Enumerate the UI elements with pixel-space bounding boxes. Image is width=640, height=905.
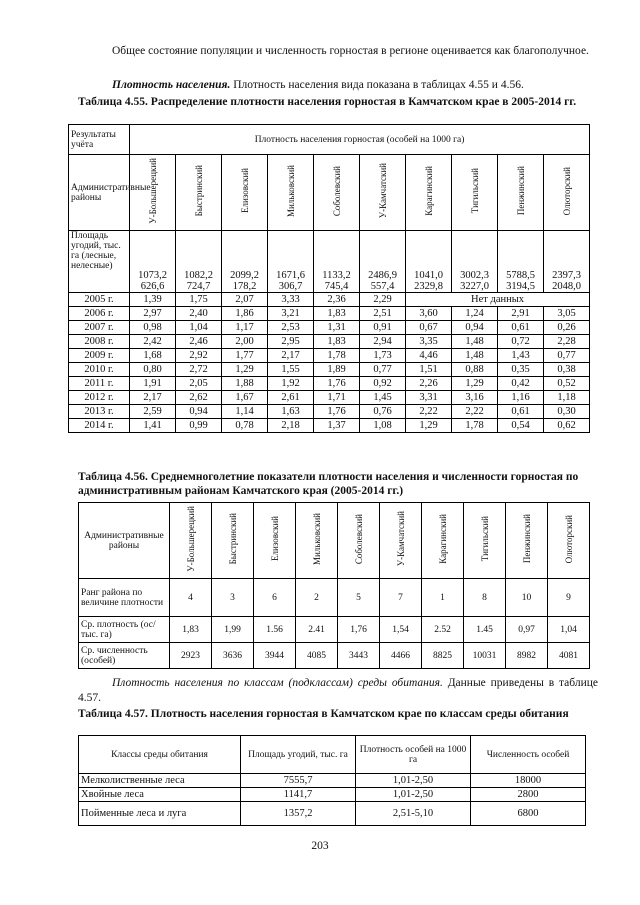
classes-text: Данные приведены в таблице 4.57.	[78, 677, 598, 704]
density-cell: 0,88	[452, 363, 498, 377]
table-456	[78, 502, 590, 669]
density-cell: 0,94	[452, 321, 498, 335]
density-cell: 2,29	[360, 293, 406, 307]
density-cell: 1,75	[176, 293, 222, 307]
district-name: Карагинский	[437, 514, 448, 564]
area-cell	[176, 231, 222, 293]
area-nonforest: 557,4	[370, 281, 395, 292]
density-cell: 1,63	[268, 405, 314, 419]
density-cell: 1,17	[222, 321, 268, 335]
area-cell	[452, 231, 498, 293]
district-name: Мильковский	[285, 164, 296, 218]
area-forest: 3002,3	[460, 270, 489, 281]
district-name: Соболевский	[353, 513, 364, 565]
value-cell: 3944	[254, 643, 296, 669]
value-cell: 8982	[506, 643, 548, 669]
area-forest: 5788,5	[506, 270, 535, 281]
area-nonforest: 626,6	[140, 281, 165, 292]
density-cell: 0,52	[544, 377, 590, 391]
area-forest: 1671,6	[276, 270, 305, 281]
density-cell: 1,51	[406, 363, 452, 377]
area-cell	[498, 231, 544, 293]
table-row	[79, 788, 586, 802]
table-row	[69, 363, 590, 377]
column-header: Площадь угодий, тыс. га	[241, 736, 356, 774]
density-cell: 1,01-2,50	[356, 788, 471, 802]
row-label: Ранг района по величине плотности	[79, 579, 170, 617]
table-456-caption: Таблица 4.56. Среднемноголетние показатели плотности населения и численности горностая по административным районам Камчатского края (2005-2014 гг.)	[78, 471, 579, 497]
area-forest: 1073,2	[138, 270, 167, 281]
district-name: Карагинский	[423, 166, 434, 216]
density-cell: 0,35	[498, 363, 544, 377]
density-cell: 0,94	[176, 405, 222, 419]
value-cell: 2	[296, 579, 338, 617]
value-cell: 3636	[212, 643, 254, 669]
area-cell: 1141,7	[241, 788, 356, 802]
intro-paragraph	[78, 44, 598, 59]
district-name: У-Камчатский	[377, 163, 388, 219]
table-row	[79, 643, 590, 669]
density-cell: 2,51-5,10	[356, 802, 471, 826]
district-header	[268, 155, 314, 231]
district-header	[222, 155, 268, 231]
district-header	[464, 503, 506, 579]
value-cell: 0,97	[506, 617, 548, 643]
value-cell: 2.52	[422, 617, 464, 643]
value-cell: 8825	[422, 643, 464, 669]
row-label: Ср. плотность (ос/тыс. га)	[79, 617, 170, 643]
density-cell: 1,08	[360, 419, 406, 433]
area-nonforest: 2048,0	[552, 281, 581, 292]
district-header	[254, 503, 296, 579]
area-nonforest: 3227,0	[460, 281, 489, 292]
density-cell: 3,35	[406, 335, 452, 349]
district-header	[296, 503, 338, 579]
table-row	[79, 617, 590, 643]
area-cell	[360, 231, 406, 293]
district-header	[170, 503, 212, 579]
value-cell: 6	[254, 579, 296, 617]
density-cell: 2,62	[176, 391, 222, 405]
district-name: У-Большерецкий	[185, 506, 196, 572]
density-cell: 1,29	[452, 377, 498, 391]
value-cell: 4466	[380, 643, 422, 669]
density-cell: 0,80	[130, 363, 176, 377]
district-header	[548, 503, 590, 579]
density-cell: 1,18	[544, 391, 590, 405]
district-header	[544, 155, 590, 231]
density-header: Плотность населения горностая (особей на 1000 га)	[130, 125, 590, 155]
density-cell: 2,94	[360, 335, 406, 349]
density-cell: 1,41	[130, 419, 176, 433]
density-cell: 2,97	[130, 307, 176, 321]
column-header: Плотность особей на 1000 га	[356, 736, 471, 774]
density-cell: 1,83	[314, 335, 360, 349]
column-header: Классы среды обитания	[79, 736, 241, 774]
area-cell	[544, 231, 590, 293]
value-cell: 10	[506, 579, 548, 617]
habitat-class: Мелколиственные леса	[79, 774, 241, 788]
density-cell: 0,62	[544, 419, 590, 433]
density-cell: 0,42	[498, 377, 544, 391]
table-row	[79, 579, 590, 617]
area-forest: 1082,2	[184, 270, 213, 281]
area-nonforest: 178,2	[232, 281, 257, 292]
district-name: Быстринский	[193, 165, 204, 217]
area-nonforest: 745,4	[324, 281, 349, 292]
value-cell: 1,99	[212, 617, 254, 643]
districts-label: Административные районы	[69, 155, 130, 231]
year-cell: 2007 г.	[69, 321, 130, 335]
district-name: Пенжинский	[515, 166, 526, 216]
density-cell: 0,72	[498, 335, 544, 349]
density-cell: 0,78	[222, 419, 268, 433]
table-row	[69, 405, 590, 419]
density-cell: 1,31	[314, 321, 360, 335]
value-cell: 1,76	[338, 617, 380, 643]
table-row	[69, 321, 590, 335]
count-cell: 2800	[471, 788, 586, 802]
year-cell: 2011 г.	[69, 377, 130, 391]
density-cell: 0,99	[176, 419, 222, 433]
density-cell: 2,92	[176, 349, 222, 363]
area-cell	[314, 231, 360, 293]
density-cell: 1,16	[498, 391, 544, 405]
district-name: Соболевский	[331, 165, 342, 217]
density-cell: 1,78	[314, 349, 360, 363]
district-header	[338, 503, 380, 579]
value-cell: 10031	[464, 643, 506, 669]
density-cell: 1,73	[360, 349, 406, 363]
table-row	[69, 307, 590, 321]
page-number: 203	[311, 840, 329, 852]
year-cell: 2013 г.	[69, 405, 130, 419]
habitat-class: Пойменные леса и луга	[79, 802, 241, 826]
density-cell: 2,17	[130, 391, 176, 405]
density-cell: 2,17	[268, 349, 314, 363]
district-name: У-Камчатский	[395, 511, 406, 567]
area-cell	[130, 231, 176, 293]
density-cell: 1,24	[452, 307, 498, 321]
density-cell: 2,28	[544, 335, 590, 349]
table-row	[69, 391, 590, 405]
density-cell: 2,36	[314, 293, 360, 307]
density-cell: 1,76	[314, 377, 360, 391]
district-header	[176, 155, 222, 231]
value-cell: 1,83	[170, 617, 212, 643]
area-cell	[268, 231, 314, 293]
table-row	[69, 335, 590, 349]
district-header	[406, 155, 452, 231]
row-label: Ср. численность (особей)	[79, 643, 170, 669]
density-cell: 1,89	[314, 363, 360, 377]
density-cell: 1,48	[452, 349, 498, 363]
area-forest: 2099,2	[230, 270, 259, 281]
area-cell	[406, 231, 452, 293]
districts-label: Административные районы	[79, 503, 170, 579]
density-cell: 1,92	[268, 377, 314, 391]
table-row	[69, 419, 590, 433]
district-header	[360, 155, 406, 231]
density-cell: 1,88	[222, 377, 268, 391]
density-cell: 2,00	[222, 335, 268, 349]
density-cell: 3,31	[406, 391, 452, 405]
density-cell: 2,95	[268, 335, 314, 349]
count-cell: 18000	[471, 774, 586, 788]
value-cell: 1.45	[464, 617, 506, 643]
density-cell: 0,77	[360, 363, 406, 377]
district-name: Мильковский	[311, 512, 322, 566]
density-cell: 2,05	[176, 377, 222, 391]
density-cell: 2,46	[176, 335, 222, 349]
density-cell: 1,67	[222, 391, 268, 405]
value-cell: 1	[422, 579, 464, 617]
district-name: Тигильский	[469, 168, 480, 214]
density-cell: 3,21	[268, 307, 314, 321]
year-cell: 2010 г.	[69, 363, 130, 377]
table-row	[69, 377, 590, 391]
density-cell: 2,40	[176, 307, 222, 321]
area-nonforest: 724,7	[186, 281, 211, 292]
value-cell: 1.56	[254, 617, 296, 643]
year-cell: 2008 г.	[69, 335, 130, 349]
density-cell: 0,76	[360, 405, 406, 419]
habitat-class: Хвойные леса	[79, 788, 241, 802]
district-name: Елизовский	[269, 516, 280, 562]
density-cell: 0,30	[544, 405, 590, 419]
district-name: Елизовский	[239, 168, 250, 214]
year-cell: 2005 г.	[69, 293, 130, 307]
year-cell: 2009 г.	[69, 349, 130, 363]
district-header	[130, 155, 176, 231]
value-cell: 4085	[296, 643, 338, 669]
density-cell: 0,54	[498, 419, 544, 433]
value-cell: 2923	[170, 643, 212, 669]
area-nonforest: 2329,8	[414, 281, 443, 292]
district-name: Олюторский	[561, 166, 572, 216]
area-cell: 7555,7	[241, 774, 356, 788]
density-cell: 4,46	[406, 349, 452, 363]
density-cell: 3,60	[406, 307, 452, 321]
district-name: Тигильский	[479, 516, 490, 562]
density-cell: 2,72	[176, 363, 222, 377]
district-header	[380, 503, 422, 579]
value-cell: 8	[464, 579, 506, 617]
value-cell: 7	[380, 579, 422, 617]
district-header	[498, 155, 544, 231]
year-cell: 2006 г.	[69, 307, 130, 321]
district-header	[422, 503, 464, 579]
value-cell: 5	[338, 579, 380, 617]
table-row	[79, 774, 586, 788]
table-row	[79, 802, 586, 826]
density-paragraph	[78, 78, 598, 93]
density-cell: 1,68	[130, 349, 176, 363]
density-cell: 0,98	[130, 321, 176, 335]
value-cell: 1,54	[380, 617, 422, 643]
district-name: Пенжинский	[521, 514, 532, 564]
density-cell: 1,78	[452, 419, 498, 433]
density-cell: 2,26	[406, 377, 452, 391]
district-name: Быстринский	[227, 513, 238, 565]
density-cell: 1,14	[222, 405, 268, 419]
table-457	[78, 735, 586, 826]
density-cell: 1,04	[176, 321, 222, 335]
density-cell: 1,29	[222, 363, 268, 377]
value-cell: 2.41	[296, 617, 338, 643]
district-header	[452, 155, 498, 231]
density-cell: 0,91	[360, 321, 406, 335]
district-header	[314, 155, 360, 231]
density-cell: 1,01-2,50	[356, 774, 471, 788]
results-header: Результаты учёта	[69, 125, 130, 155]
value-cell: 4	[170, 579, 212, 617]
value-cell: 1,04	[548, 617, 590, 643]
density-cell: 1,55	[268, 363, 314, 377]
density-cell: 1,77	[222, 349, 268, 363]
area-forest: 2486,9	[368, 270, 397, 281]
density-cell: 0,26	[544, 321, 590, 335]
density-cell: 2,22	[406, 405, 452, 419]
area-forest: 2397,3	[552, 270, 581, 281]
classes-paragraph	[78, 676, 598, 706]
density-cell: 1,29	[406, 419, 452, 433]
density-cell: 1,39	[130, 293, 176, 307]
density-cell: 2,53	[268, 321, 314, 335]
density-cell: 2,18	[268, 419, 314, 433]
density-cell: 1,71	[314, 391, 360, 405]
value-cell: 9	[548, 579, 590, 617]
density-cell: 3,05	[544, 307, 590, 321]
area-nonforest: 306,7	[278, 281, 303, 292]
density-cell: 0,61	[498, 405, 544, 419]
table-455	[68, 124, 590, 433]
year-cell: 2014 г.	[69, 419, 130, 433]
density-cell: 0,38	[544, 363, 590, 377]
intro-text: Общее состояние популяции и численность горностая в регионе оценивается как благополучное.	[112, 45, 589, 57]
density-heading: Плотность населения.	[112, 79, 231, 91]
area-cell: 1357,2	[241, 802, 356, 826]
density-cell: 3,16	[452, 391, 498, 405]
area-nonforest: 3194,5	[506, 281, 535, 292]
density-cell: 2,22	[452, 405, 498, 419]
value-cell: 3	[212, 579, 254, 617]
area-forest: 1041,0	[414, 270, 443, 281]
density-cell: 0,67	[406, 321, 452, 335]
density-cell: 2,61	[268, 391, 314, 405]
table-457-caption: Таблица 4.57. Плотность населения горностая в Камчатском крае по классам среды обитания	[78, 708, 569, 720]
table-455-caption: Таблица 4.55. Распределение плотности населения горностая в Камчатском крае в 2005-2014 гг.	[78, 96, 577, 108]
density-cell: 1,37	[314, 419, 360, 433]
value-cell: 4081	[548, 643, 590, 669]
district-name: Олюторский	[563, 514, 574, 564]
density-cell: 1,83	[314, 307, 360, 321]
density-cell: 3,33	[268, 293, 314, 307]
classes-heading: Плотность населения по классам (подклассам) среды обитания.	[112, 677, 443, 689]
table-row	[69, 349, 590, 363]
density-text: Плотность населения вида показана в таблицах 4.55 и 4.56.	[230, 79, 524, 91]
count-cell: 6800	[471, 802, 586, 826]
density-cell: 2,91	[498, 307, 544, 321]
density-cell: 2,59	[130, 405, 176, 419]
area-cell	[222, 231, 268, 293]
area-label: Площадь угодий, тыс. га (лесные, нелесные)	[69, 231, 130, 293]
no-data-cell: Нет данных	[406, 293, 590, 307]
density-cell: 0,77	[544, 349, 590, 363]
value-cell: 3443	[338, 643, 380, 669]
column-header: Численность особей	[471, 736, 586, 774]
district-name: У-Большерецкий	[147, 158, 158, 224]
density-cell: 0,92	[360, 377, 406, 391]
density-cell: 1,48	[452, 335, 498, 349]
year-cell: 2012 г.	[69, 391, 130, 405]
density-cell: 1,76	[314, 405, 360, 419]
density-cell: 1,45	[360, 391, 406, 405]
density-cell: 1,43	[498, 349, 544, 363]
district-header	[212, 503, 254, 579]
density-cell: 2,51	[360, 307, 406, 321]
density-cell: 1,91	[130, 377, 176, 391]
density-cell: 2,07	[222, 293, 268, 307]
density-cell: 0,61	[498, 321, 544, 335]
density-cell: 1,86	[222, 307, 268, 321]
area-forest: 1133,2	[322, 270, 351, 281]
density-cell: 2,42	[130, 335, 176, 349]
district-header	[506, 503, 548, 579]
